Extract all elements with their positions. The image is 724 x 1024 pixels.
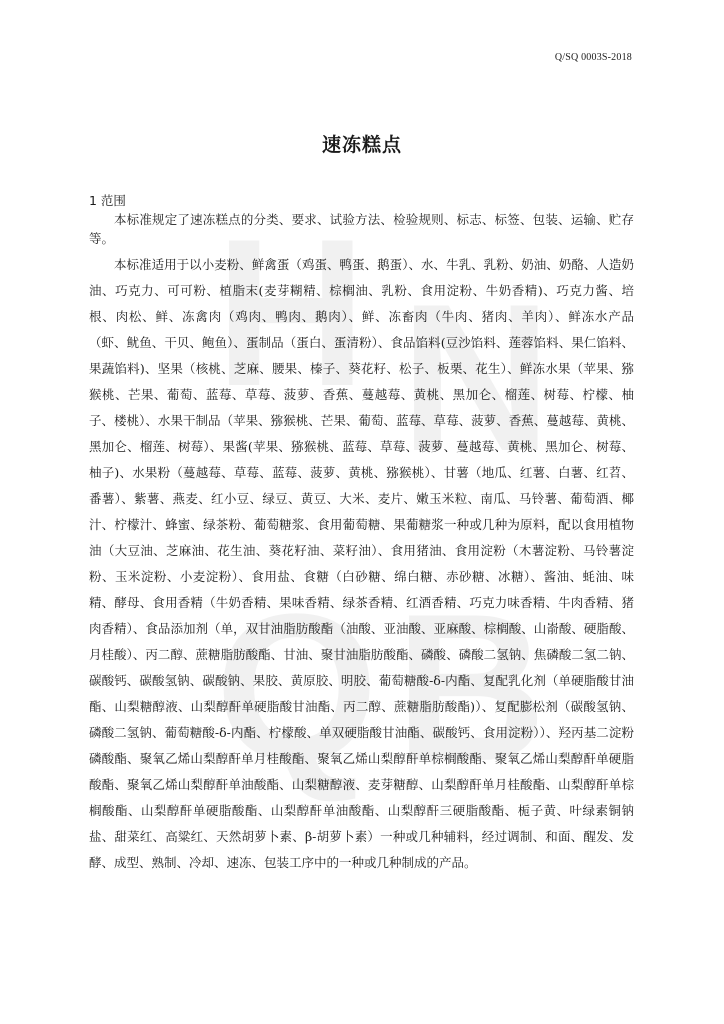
section-heading-scope: 1 范围 <box>89 193 126 208</box>
watermark-letter-3: Q <box>215 570 379 805</box>
watermark-letter-4: B <box>395 570 547 805</box>
scope-paragraph-1: 本标准规定了速冻糕点的分类、要求、试验方法、检验规则、标志、标签、包装、运输、贮存等。 <box>89 212 634 246</box>
watermark-letter-1: H <box>215 195 367 430</box>
standard-code: Q/SQ 0003S-2018 <box>554 52 632 63</box>
watermark-letter-2: N <box>400 260 552 495</box>
scope-paragraph-2: 本标准适用于以小麦粉、鲜禽蛋（鸡蛋、鸭蛋、鹅蛋）、水、牛乳、乳粉、奶油、奶酪、人造奶油、巧克力、可可粉、植脂末(麦芽糊精、棕榈油、乳粉、食用淀粉、牛奶香精)、巧克力酱、培根、肉松、鲜、冻禽肉（鸡肉、鸭肉、鹅肉）、鲜、冻畜肉（牛肉、猪肉、羊肉）、鲜冻水产品（虾、鱿鱼、干贝、鲍鱼）、蛋制品（蛋白、蛋清粉）、食品馅料(豆沙馅料、莲蓉馅料、果仁馅料、果蔬馅料)、坚果（核桃、芝麻、腰果、榛子、葵花籽、松子、板栗、花生）、鲜冻水果（苹果、猕猴桃、芒果、葡萄、蓝莓、草莓、菠萝、香蕉、蔓越莓、黄桃、黑加仑、榴莲、树莓、柠檬、柚子、楼桃）、水果干制品（苹果、猕猴桃、芒果、葡萄、蓝莓、草莓、菠萝、香蕉、蔓越莓、黄桃、黑加仑、榴莲、树莓）、果酱(苹果、猕猴桃、蓝莓、草莓、菠萝、蔓越莓、黄桃、黑加仑、树莓、柚子)、水果粉（蔓越莓、草莓、蓝莓、菠萝、黄桃、猕猴桃）、甘薯（地瓜、红薯、白薯、红苕、番薯）、紫薯、燕麦、红小豆、绿豆、黄豆、大米、麦片、嫩玉米粒、南瓜、马铃薯、葡萄酒、椰汁、柠檬汁、蜂蜜、绿茶粉、葡萄糖浆、食用葡萄糖、果葡糖浆一种或几种为原料，配以食用植物油（大豆油、芝麻油、花生油、葵花籽油、菜籽油）、食用猪油、食用淀粉（木薯淀粉、马铃薯淀粉、玉米淀粉、小麦淀粉）、食用盐、食糖（白砂糖、绵白糖、赤砂糖、冰糖）、酱油、蚝油、味精、酵母、食用香精（牛奶香精、果味香精、绿茶香精、红酒香精、巧克力味香精、牛肉香精、猪肉香精）、食品添加剂（单，双甘油脂肪酸酯（油酸、亚油酸、亚麻酸、棕榈酸、山嵛酸、硬脂酸、月桂酸）、丙二醇、蔗糖脂肪酸酯、甘油、聚甘油脂肪酸酯、磷酸、磷酸二氢钠、焦磷酸二氢二钠、碳酸钙、碳酸氢钠、碳酸钠、果胶、黄原胶、明胶、葡萄糖酸-δ-内酯、复配乳化剂（单硬脂酸甘油酯、山梨糖醇液、山梨醇酐单硬脂酸甘油酯、丙二醇、蔗糖脂肪酸酯)）、复配膨松剂（碳酸氢钠、磷酸二氢钠、葡萄糖酸-δ-内酯、柠檬酸、单双硬脂酸甘油酯、碳酸钙、食用淀粉））、羟丙基二淀粉磷酸酯、聚氧乙烯山梨醇酐单月桂酸酯、聚氧乙烯山梨醇酐单棕榈酸酯、聚氧乙烯山梨醇酐单硬脂酸酯、聚氧乙烯山梨醇酐单油酸酯、山梨糖醇液、麦芽糖醇、山梨醇酐单月桂酸酯、山梨醇酐单棕榈酸酯、山梨醇酐单硬脂酸酯、山梨醇酐单油酸酯、山梨醇酐三硬脂酸酯、栀子黄、叶绿素铜钠盐、甜菜红、高粱红、天然胡萝卜素、β-胡萝卜素）一种或几种辅料，经过调制、和面、醒发、发酵、成型、熟制、冷却、速冻、包装工序中的一种或几种制成的产品。 <box>89 257 634 870</box>
document-title: 速冻糕点 <box>321 134 402 156</box>
